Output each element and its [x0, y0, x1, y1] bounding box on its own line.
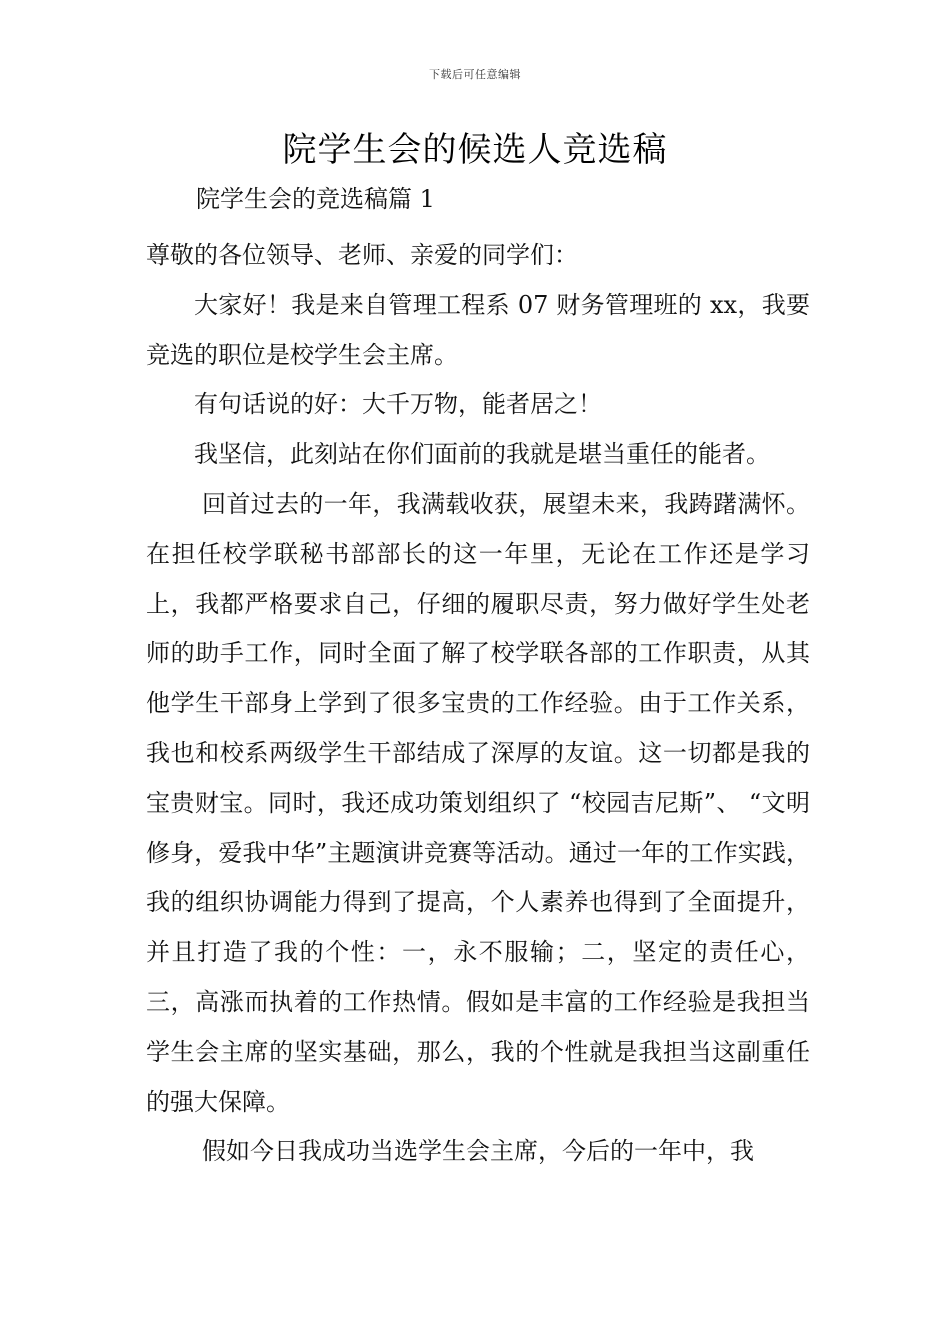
body-paragraph: 我坚信，此刻站在你们面前的我就是堪当重任的能者。	[194, 440, 770, 469]
document-title: 院学生会的候选人竞选稿	[282, 130, 668, 170]
salutation-paragraph: 尊敬的各位领导、老师、亲爱的同学们：	[146, 241, 578, 269]
document-subtitle: 院学生会的竞选稿篇 1	[196, 185, 435, 213]
body-paragraph: 有句话说的好：大千万物，能者居之！	[194, 390, 602, 419]
header-note: 下载后可任意编辑	[429, 68, 521, 81]
body-paragraph: 大家好！我是来自管理工程系 07 财务管理班的 xx，我要竞选的职位是校学生会主席。	[146, 290, 810, 369]
body-paragraph: 回首过去的一年，我满载收获，展望未来，我踌躇满怀。在担任校学联秘书部部长的这一年里，无论在工作还是学习上，我都严格要求自己，仔细的履职尽责，努力做好学生处老师的助手工作，同时全面了解了校学联各部的工作职责，从其他学生干部身上学到了很多宝贵的工作经验。由于工作关系，我也和校系两级学生干部结成了深厚的友谊。这一切都是我的宝贵财宝。同时，我还成功策划组织了 “校园吉尼斯”、 “文明修身，爱我中华”主题演讲竞赛等活动。通过一年的工作实践，我的组织协调能力得到了提高，个人素养也得到了全面提升，并且打造了我的个性：一，永不服输；二，坚定的责任心，三，高涨而执着的工作热情。假如是丰富的工作经验是我担当学生会主席的坚实基础，那么，我的个性就是我担当这副重任的强大保障。	[146, 489, 810, 1116]
document-body	[146, 231, 810, 1177]
body-paragraph: 假如今日我成功当选学生会主席，今后的一年中，我	[202, 1137, 754, 1166]
